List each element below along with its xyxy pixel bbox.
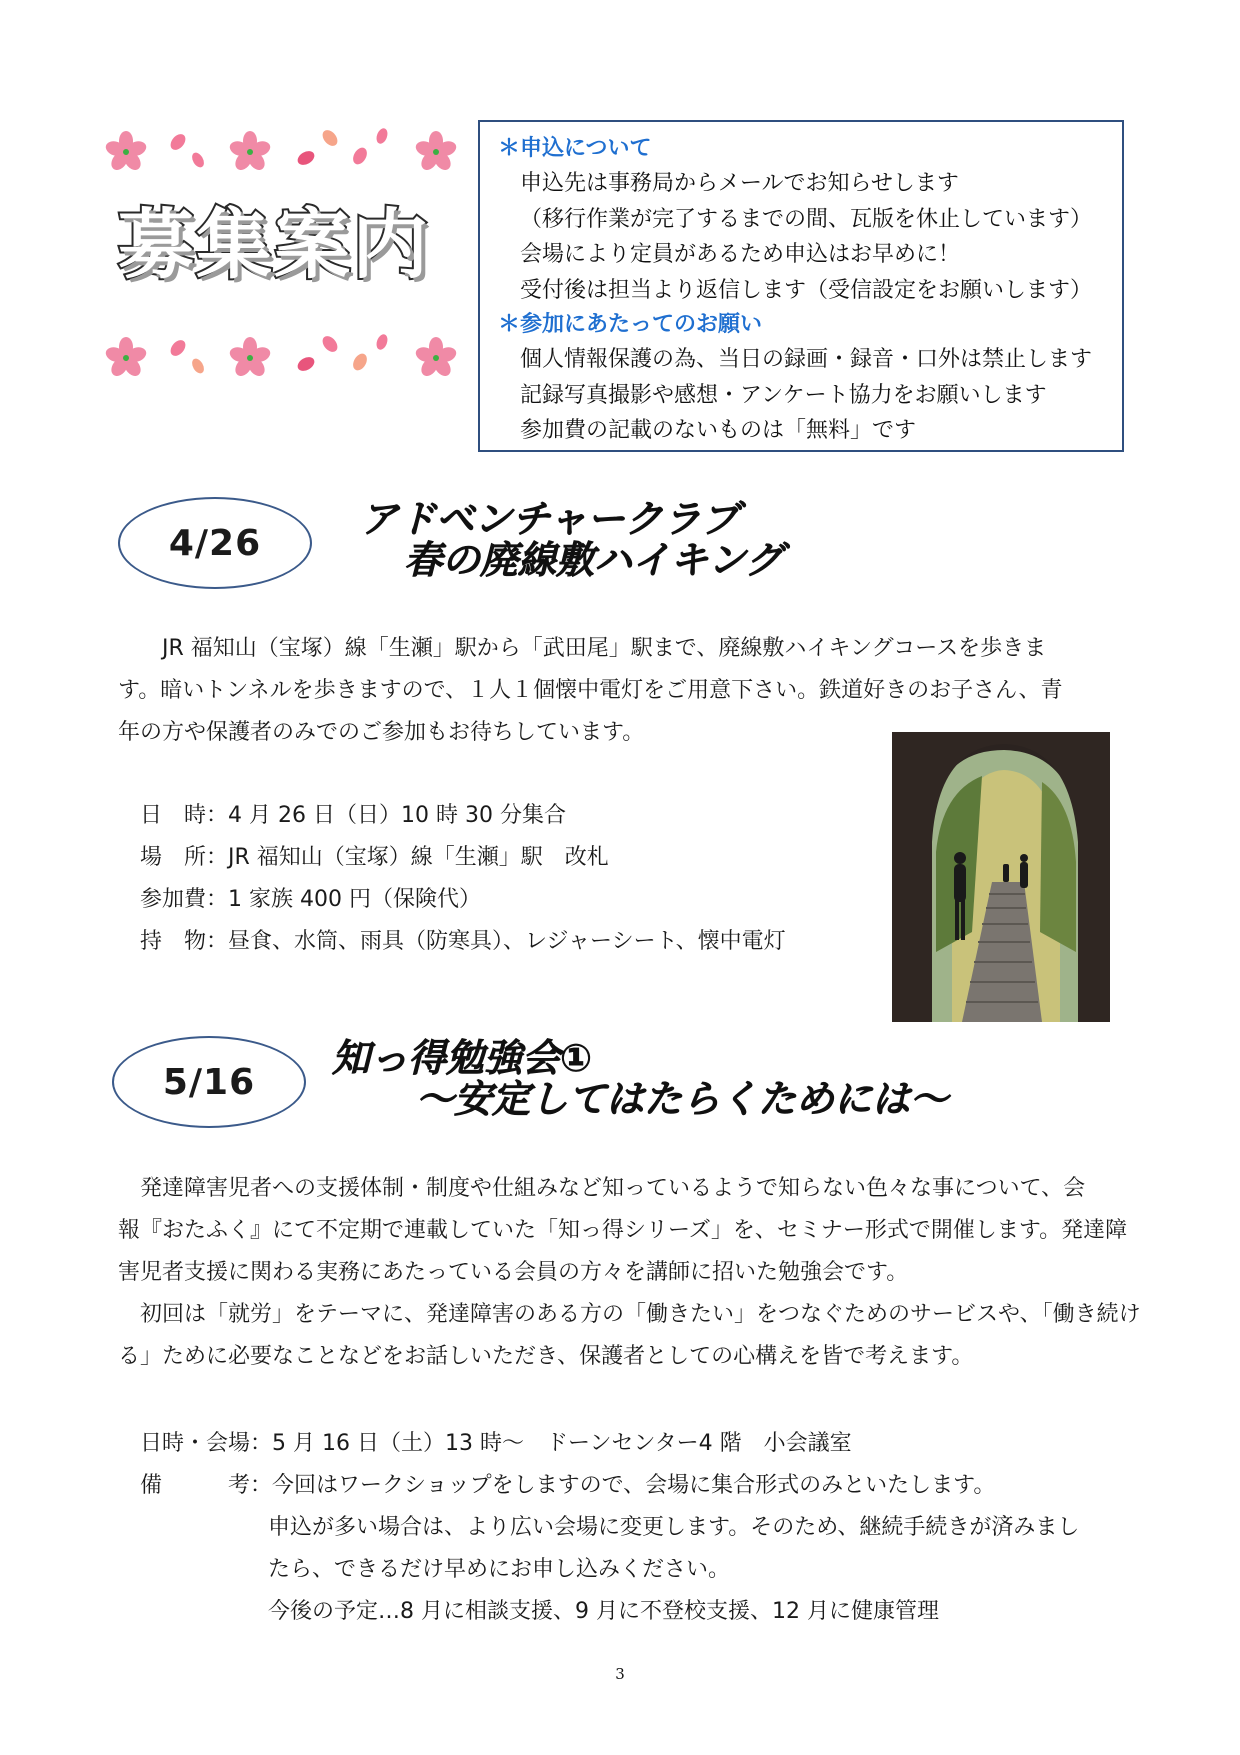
event1-detail-datetime (140, 795, 786, 837)
event2-details (140, 1423, 995, 1507)
detail-value: 今回はワークショップをしますので、会場に集合形式のみといたします。 (272, 1473, 996, 1498)
event2-date-badge: 5/16 (112, 1036, 306, 1128)
event2-title-line2: ～安定してはたらくためには～ (416, 1077, 949, 1121)
info-box (478, 120, 1124, 452)
detail-label: 日 時： (140, 803, 229, 828)
detail-value: 4 月 26 日（日）10 時 30 分集合 (228, 803, 566, 828)
detail-value: 昼食、水筒、雨具（防寒具）、レジャーシート、懐中電灯 (228, 929, 786, 954)
sakura-petal-icon (98, 122, 468, 182)
sakura-petal-icon (98, 328, 468, 388)
event2-description-line: る」ために必要なことなどをお話しいただき、保護者としての心構えを皆で考えます。 (118, 1344, 974, 1369)
info-line: 記録写真撮影や感想・アンケート協力をお願いします (520, 382, 1047, 408)
event2-description-line: 初回は「就労」をテーマに、発達障害のある方の「働きたい」をつなぐためのサービスや、「働き続け (140, 1302, 1141, 1327)
event2-note-line: 今後の予定…8 月に相談支援、9 月に不登校支援、12 月に健康管理 (268, 1599, 939, 1624)
info-line: 会場により定員があるため申込はお早めに！ (520, 242, 961, 267)
event1-details (140, 795, 786, 963)
page-number: 3 (615, 1665, 625, 1683)
detail-label: 持 物： (140, 929, 229, 954)
detail-label: 参加費： (140, 887, 229, 912)
event2-description (118, 1168, 1141, 1378)
detail-label: 場 所： (140, 845, 229, 870)
event2-description-line: 害児者支援に関わる実務にあたっている会員の方々を講師に招いた勉強会です。 (118, 1260, 909, 1285)
info-line: 受付後は担当より返信します（受信設定をお願いします） (520, 277, 1093, 303)
event2-notes (268, 1507, 1079, 1633)
page-title: 募集案内 (118, 200, 430, 289)
event1-description-line: 年の方や保護者のみでのご参加もお待ちしています。 (118, 720, 645, 745)
event2-note-line: 申込が多い場合は、より広い会場に変更します。そのため、継続手続きが済みまし (268, 1515, 1080, 1540)
tunnel-photo (892, 732, 1110, 1022)
event1-description-line: JR 福知山（宝塚）線「生瀬」駅から「武田尾」駅まで、廃線敷ハイキングコースを歩きま (162, 636, 1047, 661)
info-line: （移行作業が完了するまでの間、瓦版を休止しています） (520, 206, 1093, 232)
event2-detail-remarks (140, 1465, 995, 1507)
info-heading-requests: ＊参加にあたってのお願い (498, 312, 763, 337)
detail-value: 1 家族 400 円（保険代） (228, 887, 481, 912)
sakura-decoration-top (98, 122, 468, 182)
event1-detail-items (140, 921, 786, 963)
event2-title-line1: 知っ得勉強会① (332, 1036, 593, 1080)
event1-detail-place (140, 837, 786, 879)
info-line: 個人情報保護の為、当日の録画・録音・口外は禁止します (520, 347, 1093, 372)
info-line: 参加費の記載のないものは「無料」です (520, 418, 917, 443)
event1-title-line1: アドベンチャークラブ (360, 497, 739, 541)
event2-detail-datetime-venue (140, 1423, 995, 1465)
event1-date-badge: 4/26 (118, 497, 312, 589)
event2-description-line: 発達障害児者への支援体制・制度や仕組みなど知っているようで知らない色々な事について、会 (140, 1176, 1086, 1201)
event1-detail-fee (140, 879, 786, 921)
event2-description-line: 報『おたふく』にて不定期で連載していた「知っ得シリーズ」を、セミナー形式で開催します。発達障 (118, 1218, 1128, 1243)
sakura-decoration-bottom (98, 328, 468, 388)
event1-title-line2: 春の廃線敷ハイキング (404, 538, 783, 582)
event1-description-line: す。暗いトンネルを歩きますので、１人１個懐中電灯をご用意下さい。鉄道好きのお子さん、青 (118, 678, 1063, 703)
detail-label: 備 考： (140, 1473, 273, 1498)
info-heading-application: ＊申込について (498, 136, 652, 161)
detail-value: JR 福知山（宝塚）線「生瀬」駅 改札 (228, 845, 609, 870)
event2-note-line: たら、できるだけ早めにお申し込みください。 (268, 1557, 731, 1582)
detail-value: 5 月 16 日（土）13 時～ ドーンセンター4 階 小会議室 (272, 1431, 852, 1456)
detail-label: 日時・会場： (140, 1431, 273, 1456)
info-line: 申込先は事務局からメールでお知らせします (520, 171, 959, 196)
